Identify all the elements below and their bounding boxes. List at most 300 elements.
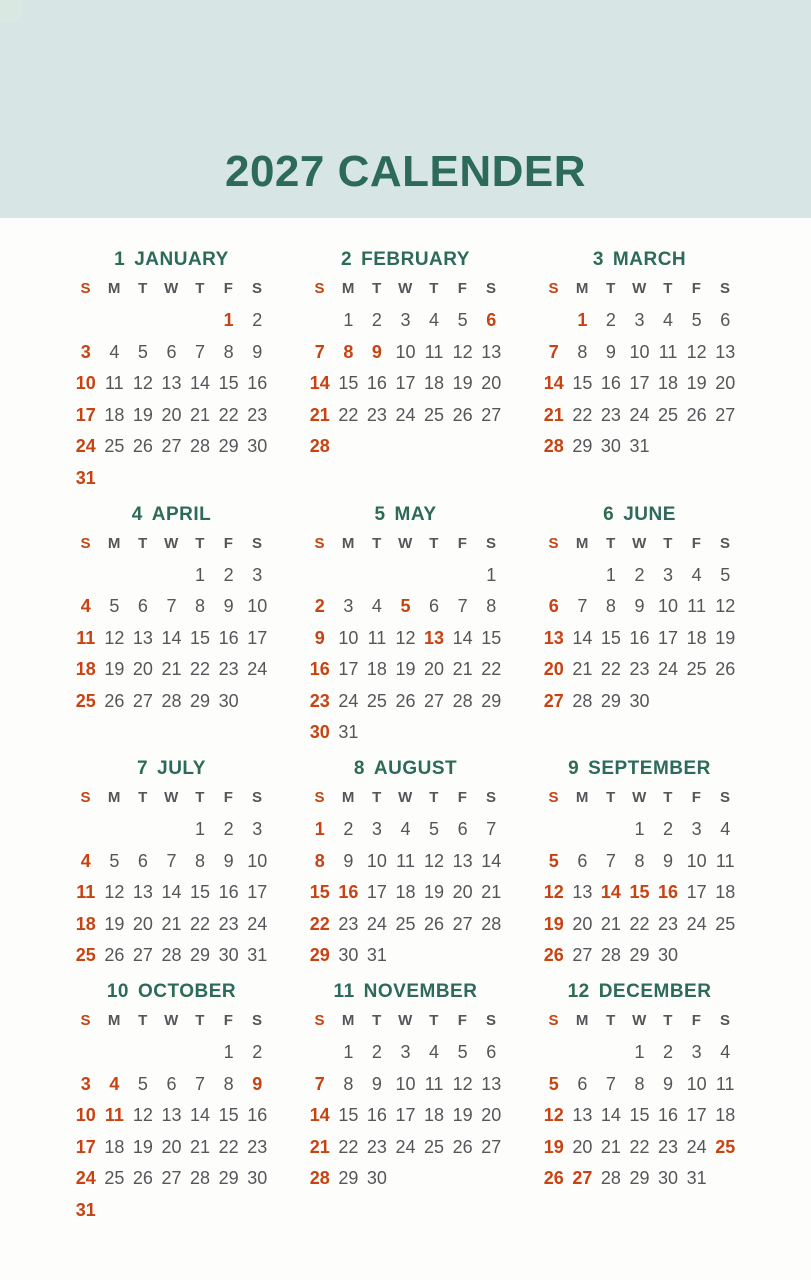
- weekday-header: T: [429, 280, 439, 298]
- day-8-13: 13: [452, 850, 473, 871]
- day-5-15: 15: [481, 627, 502, 648]
- day-11-21: 21: [309, 1136, 330, 1157]
- weekday-header: F: [457, 280, 468, 298]
- page-title: 2027 CALENDER: [224, 147, 587, 196]
- day-3-30: 30: [600, 436, 621, 457]
- day-6-7: 7: [577, 596, 588, 617]
- weekday-header: S: [80, 789, 92, 807]
- weekday-header: W: [632, 789, 647, 807]
- day-9-19: 19: [543, 913, 564, 934]
- day-5-29: 29: [481, 690, 502, 711]
- weekday-header: S: [314, 789, 326, 807]
- day-10-16: 16: [247, 1105, 268, 1126]
- day-3-3: 3: [634, 310, 645, 331]
- day-5-14: 14: [452, 627, 473, 648]
- day-9-5: 5: [548, 850, 559, 871]
- day-8-1: 1: [314, 819, 325, 840]
- day-2-8: 8: [343, 341, 354, 362]
- weekday-header: M: [107, 1012, 121, 1030]
- day-10-21: 21: [190, 1136, 211, 1157]
- day-3-28: 28: [543, 436, 564, 457]
- day-9-18: 18: [715, 882, 736, 903]
- month-name: APRIL: [151, 503, 212, 525]
- day-4-2: 2: [223, 564, 234, 585]
- day-7-8: 8: [195, 850, 206, 871]
- day-3-9: 9: [605, 341, 616, 362]
- day-1-14: 14: [190, 373, 211, 394]
- day-5-8: 8: [486, 596, 497, 617]
- day-12-26: 26: [543, 1168, 564, 1189]
- day-12-9: 9: [663, 1073, 674, 1094]
- day-11-25: 25: [424, 1136, 445, 1157]
- weekday-header: W: [398, 789, 413, 807]
- day-2-24: 24: [395, 404, 416, 425]
- weekday-header: T: [663, 534, 673, 552]
- day-10-9: 9: [252, 1073, 263, 1094]
- weekday-header: T: [429, 534, 439, 552]
- day-1-24: 24: [75, 436, 96, 457]
- day-12-19: 19: [543, 1136, 564, 1157]
- day-3-23: 23: [600, 404, 621, 425]
- day-6-29: 29: [600, 690, 621, 711]
- month-number: 4: [131, 503, 143, 525]
- day-12-22: 22: [629, 1136, 650, 1157]
- month-number: 3: [592, 249, 604, 270]
- day-5-21: 21: [452, 659, 473, 680]
- day-6-17: 17: [658, 627, 679, 648]
- day-4-16: 16: [218, 627, 239, 648]
- month-name: FEBRUARY: [361, 249, 470, 270]
- month-december: [540, 979, 740, 1194]
- corner-accent-patch: [0, 0, 22, 22]
- day-9-4: 4: [720, 819, 731, 840]
- day-1-23: 23: [247, 404, 268, 425]
- month-september: [540, 756, 740, 971]
- day-3-1: 1: [577, 310, 588, 331]
- day-1-22: 22: [218, 404, 239, 425]
- weekday-header: F: [223, 789, 234, 807]
- day-4-4: 4: [80, 596, 91, 617]
- weekday-header: M: [575, 534, 589, 552]
- day-2-6: 6: [486, 310, 497, 331]
- day-11-9: 9: [371, 1073, 382, 1094]
- weekday-header: T: [195, 280, 205, 298]
- weekday-header: W: [632, 280, 647, 298]
- month-name: JUNE: [623, 503, 676, 525]
- month-title: [72, 502, 272, 528]
- day-10-30: 30: [247, 1168, 268, 1189]
- month-title: [72, 979, 272, 1005]
- day-9-22: 22: [629, 913, 650, 934]
- month-number: 8: [353, 758, 365, 779]
- day-2-16: 16: [366, 373, 387, 394]
- weekday-header: W: [164, 280, 179, 298]
- day-9-23: 23: [658, 913, 679, 934]
- day-3-10: 10: [629, 341, 650, 362]
- day-12-8: 8: [634, 1073, 645, 1094]
- month-name: JANUARY: [134, 249, 229, 270]
- day-8-6: 6: [457, 819, 468, 840]
- day-9-16: 16: [658, 882, 679, 903]
- weekday-header: S: [548, 534, 560, 552]
- weekday-header: S: [80, 1012, 92, 1030]
- day-8-5: 5: [429, 819, 440, 840]
- day-6-10: 10: [658, 596, 679, 617]
- day-11-27: 27: [481, 1136, 502, 1157]
- day-8-3: 3: [371, 819, 382, 840]
- month-march: [540, 247, 740, 462]
- day-2-26: 26: [452, 404, 473, 425]
- day-4-6: 6: [137, 596, 148, 617]
- month-title: [72, 247, 272, 273]
- day-11-29: 29: [338, 1168, 359, 1189]
- day-3-26: 26: [686, 404, 707, 425]
- day-12-12: 12: [543, 1105, 564, 1126]
- day-4-25: 25: [75, 690, 96, 711]
- day-9-29: 29: [629, 945, 650, 966]
- day-8-28: 28: [481, 913, 502, 934]
- weekday-header: T: [195, 789, 205, 807]
- day-3-15: 15: [572, 373, 593, 394]
- day-2-12: 12: [452, 341, 473, 362]
- weekday-header: S: [485, 534, 497, 552]
- weekday-header: W: [632, 534, 647, 552]
- day-4-23: 23: [218, 659, 239, 680]
- month-name: JULY: [157, 758, 206, 779]
- day-6-19: 19: [715, 627, 736, 648]
- day-11-30: 30: [366, 1168, 387, 1189]
- day-3-12: 12: [686, 341, 707, 362]
- month-name: SEPTEMBER: [588, 758, 711, 779]
- day-8-31: 31: [366, 945, 387, 966]
- day-7-9: 9: [223, 850, 234, 871]
- month-name: OCTOBER: [137, 981, 237, 1002]
- day-12-7: 7: [605, 1073, 616, 1094]
- day-4-12: 12: [104, 627, 125, 648]
- day-6-15: 15: [600, 627, 621, 648]
- day-9-15: 15: [629, 882, 650, 903]
- weekday-header: T: [195, 1012, 205, 1030]
- day-1-12: 12: [132, 373, 153, 394]
- weekday-header: S: [485, 280, 497, 298]
- weekday-header: S: [314, 534, 326, 552]
- month-title: [540, 979, 740, 1005]
- weekday-header: W: [398, 1012, 413, 1030]
- day-6-20: 20: [543, 659, 564, 680]
- day-1-19: 19: [132, 404, 153, 425]
- weekday-header: M: [107, 280, 121, 298]
- day-5-1: 1: [486, 564, 497, 585]
- day-10-13: 13: [161, 1105, 182, 1126]
- month-days-grid: [540, 273, 740, 462]
- weekday-header: M: [341, 1012, 355, 1030]
- day-4-10: 10: [247, 596, 268, 617]
- day-1-6: 6: [166, 341, 177, 362]
- day-4-15: 15: [190, 627, 211, 648]
- day-8-7: 7: [486, 819, 497, 840]
- day-4-18: 18: [75, 659, 96, 680]
- day-12-28: 28: [600, 1168, 621, 1189]
- month-days-grid: [72, 782, 272, 971]
- day-2-2: 2: [371, 310, 382, 331]
- weekday-header: S: [251, 789, 263, 807]
- month-name: DECEMBER: [598, 981, 712, 1002]
- day-9-21: 21: [600, 913, 621, 934]
- day-7-24: 24: [247, 913, 268, 934]
- day-4-1: 1: [195, 564, 206, 585]
- day-11-23: 23: [366, 1136, 387, 1157]
- day-7-22: 22: [190, 913, 211, 934]
- day-3-17: 17: [629, 373, 650, 394]
- day-3-13: 13: [715, 341, 736, 362]
- day-10-6: 6: [166, 1073, 177, 1094]
- day-6-11: 11: [687, 596, 706, 617]
- day-4-29: 29: [190, 690, 211, 711]
- day-5-6: 6: [429, 596, 440, 617]
- day-5-17: 17: [338, 659, 359, 680]
- day-6-1: 1: [605, 564, 616, 585]
- day-9-8: 8: [634, 850, 645, 871]
- day-5-28: 28: [452, 690, 473, 711]
- day-10-19: 19: [132, 1136, 153, 1157]
- day-7-17: 17: [247, 882, 268, 903]
- day-6-8: 8: [605, 596, 616, 617]
- weekday-header: T: [138, 534, 148, 552]
- day-1-26: 26: [132, 436, 153, 457]
- day-4-14: 14: [161, 627, 182, 648]
- day-9-30: 30: [658, 945, 679, 966]
- day-8-9: 9: [343, 850, 354, 871]
- day-11-4: 4: [429, 1042, 440, 1063]
- day-7-25: 25: [75, 945, 96, 966]
- day-11-19: 19: [452, 1105, 473, 1126]
- day-10-25: 25: [104, 1168, 125, 1189]
- day-10-27: 27: [161, 1168, 182, 1189]
- day-10-23: 23: [247, 1136, 268, 1157]
- day-9-20: 20: [572, 913, 593, 934]
- month-number: 1: [114, 249, 126, 270]
- weekday-header: F: [691, 280, 702, 298]
- day-9-10: 10: [686, 850, 707, 871]
- day-5-10: 10: [338, 627, 359, 648]
- day-3-6: 6: [720, 310, 731, 331]
- day-1-27: 27: [161, 436, 182, 457]
- day-8-26: 26: [424, 913, 445, 934]
- day-12-21: 21: [600, 1136, 621, 1157]
- day-7-26: 26: [104, 945, 125, 966]
- day-11-6: 6: [486, 1042, 497, 1063]
- day-2-13: 13: [481, 341, 502, 362]
- day-1-15: 15: [218, 373, 239, 394]
- day-7-31: 31: [247, 945, 268, 966]
- day-12-29: 29: [629, 1168, 650, 1189]
- day-10-24: 24: [75, 1168, 96, 1189]
- weekday-header: S: [719, 280, 731, 298]
- header-band: [0, 0, 811, 218]
- day-7-20: 20: [132, 913, 153, 934]
- day-8-20: 20: [452, 882, 473, 903]
- day-11-2: 2: [371, 1042, 382, 1063]
- day-12-18: 18: [715, 1105, 736, 1126]
- day-1-5: 5: [137, 341, 148, 362]
- weekday-header: F: [223, 1012, 234, 1030]
- day-7-1: 1: [195, 819, 206, 840]
- day-12-15: 15: [629, 1105, 650, 1126]
- month-number: 10: [106, 981, 129, 1002]
- day-8-30: 30: [338, 945, 359, 966]
- weekday-header: M: [341, 280, 355, 298]
- day-12-1: 1: [634, 1042, 645, 1063]
- month-number: 5: [374, 503, 386, 525]
- day-5-22: 22: [481, 659, 502, 680]
- day-1-7: 7: [195, 341, 206, 362]
- day-3-5: 5: [691, 310, 702, 331]
- day-4-5: 5: [109, 596, 120, 617]
- month-days-grid: [72, 528, 272, 717]
- day-12-31: 31: [686, 1168, 707, 1189]
- day-2-22: 22: [338, 404, 359, 425]
- day-7-14: 14: [161, 882, 182, 903]
- day-10-17: 17: [75, 1136, 96, 1157]
- weekday-header: T: [429, 1012, 439, 1030]
- day-12-27: 27: [572, 1168, 593, 1189]
- weekday-header: S: [719, 534, 731, 552]
- day-10-11: 11: [104, 1105, 124, 1126]
- day-11-20: 20: [481, 1105, 502, 1126]
- weekday-header: S: [548, 1012, 560, 1030]
- day-8-17: 17: [366, 882, 387, 903]
- day-3-20: 20: [715, 373, 736, 394]
- day-11-11: 11: [424, 1073, 444, 1094]
- day-9-9: 9: [663, 850, 674, 871]
- day-4-21: 21: [161, 659, 182, 680]
- weekday-header: S: [485, 1012, 497, 1030]
- day-10-18: 18: [104, 1136, 125, 1157]
- day-12-3: 3: [691, 1042, 702, 1063]
- day-5-31: 31: [338, 722, 359, 743]
- weekday-header: W: [164, 534, 179, 552]
- month-may: [306, 502, 506, 749]
- day-9-2: 2: [663, 819, 674, 840]
- day-11-22: 22: [338, 1136, 359, 1157]
- day-1-31: 31: [75, 467, 96, 488]
- day-5-25: 25: [366, 690, 387, 711]
- day-11-26: 26: [452, 1136, 473, 1157]
- day-5-11: 11: [367, 627, 387, 648]
- day-1-16: 16: [247, 373, 268, 394]
- day-10-3: 3: [80, 1073, 91, 1094]
- day-11-16: 16: [366, 1105, 387, 1126]
- day-10-28: 28: [190, 1168, 211, 1189]
- day-2-21: 21: [309, 404, 330, 425]
- day-8-24: 24: [366, 913, 387, 934]
- weekday-header: T: [663, 789, 673, 807]
- weekday-header: S: [548, 280, 560, 298]
- weekday-header: S: [251, 1012, 263, 1030]
- weekday-header: T: [606, 280, 616, 298]
- day-1-2: 2: [252, 310, 263, 331]
- day-6-14: 14: [572, 627, 593, 648]
- day-1-10: 10: [75, 373, 96, 394]
- month-days-grid: [72, 1005, 272, 1226]
- day-4-24: 24: [247, 659, 268, 680]
- day-2-25: 25: [424, 404, 445, 425]
- day-4-9: 9: [223, 596, 234, 617]
- day-12-16: 16: [658, 1105, 679, 1126]
- day-1-13: 13: [161, 373, 182, 394]
- day-9-11: 11: [715, 850, 735, 871]
- day-9-24: 24: [686, 913, 707, 934]
- weekday-header: W: [398, 280, 413, 298]
- weekday-header: T: [138, 280, 148, 298]
- day-1-17: 17: [75, 404, 96, 425]
- day-2-20: 20: [481, 373, 502, 394]
- day-7-13: 13: [132, 882, 153, 903]
- day-2-5: 5: [457, 310, 468, 331]
- weekday-header: W: [398, 534, 413, 552]
- day-3-18: 18: [658, 373, 679, 394]
- day-9-28: 28: [600, 945, 621, 966]
- day-8-27: 27: [452, 913, 473, 934]
- month-number: 2: [341, 249, 353, 270]
- day-2-23: 23: [366, 404, 387, 425]
- day-1-9: 9: [252, 341, 263, 362]
- day-2-27: 27: [481, 404, 502, 425]
- day-5-5: 5: [400, 596, 411, 617]
- day-9-6: 6: [577, 850, 588, 871]
- day-6-18: 18: [686, 627, 707, 648]
- weekday-header: T: [372, 1012, 382, 1030]
- day-8-18: 18: [395, 882, 416, 903]
- day-4-28: 28: [161, 690, 182, 711]
- day-10-2: 2: [252, 1042, 263, 1063]
- weekday-header: T: [606, 534, 616, 552]
- month-july: [72, 756, 272, 971]
- day-7-4: 4: [80, 850, 91, 871]
- day-2-7: 7: [314, 341, 325, 362]
- day-11-13: 13: [481, 1073, 502, 1094]
- day-5-24: 24: [338, 690, 359, 711]
- month-number: 9: [568, 758, 580, 779]
- weekday-header: T: [372, 280, 382, 298]
- day-3-11: 11: [658, 341, 678, 362]
- day-12-5: 5: [548, 1073, 559, 1094]
- day-9-25: 25: [715, 913, 736, 934]
- day-3-4: 4: [663, 310, 674, 331]
- day-1-21: 21: [190, 404, 211, 425]
- day-6-21: 21: [572, 659, 593, 680]
- day-10-15: 15: [218, 1105, 239, 1126]
- day-10-12: 12: [132, 1105, 153, 1126]
- day-11-5: 5: [457, 1042, 468, 1063]
- day-8-22: 22: [309, 913, 330, 934]
- day-4-20: 20: [132, 659, 153, 680]
- day-7-15: 15: [190, 882, 211, 903]
- day-2-10: 10: [395, 341, 416, 362]
- day-4-30: 30: [218, 690, 239, 711]
- day-9-13: 13: [572, 882, 593, 903]
- weekday-header: S: [719, 789, 731, 807]
- day-10-14: 14: [190, 1105, 211, 1126]
- month-title: [540, 502, 740, 528]
- day-5-30: 30: [309, 722, 330, 743]
- day-12-6: 6: [577, 1073, 588, 1094]
- day-2-3: 3: [400, 310, 411, 331]
- month-days-grid: [306, 782, 506, 971]
- day-8-25: 25: [395, 913, 416, 934]
- day-11-3: 3: [400, 1042, 411, 1063]
- weekday-header: T: [195, 534, 205, 552]
